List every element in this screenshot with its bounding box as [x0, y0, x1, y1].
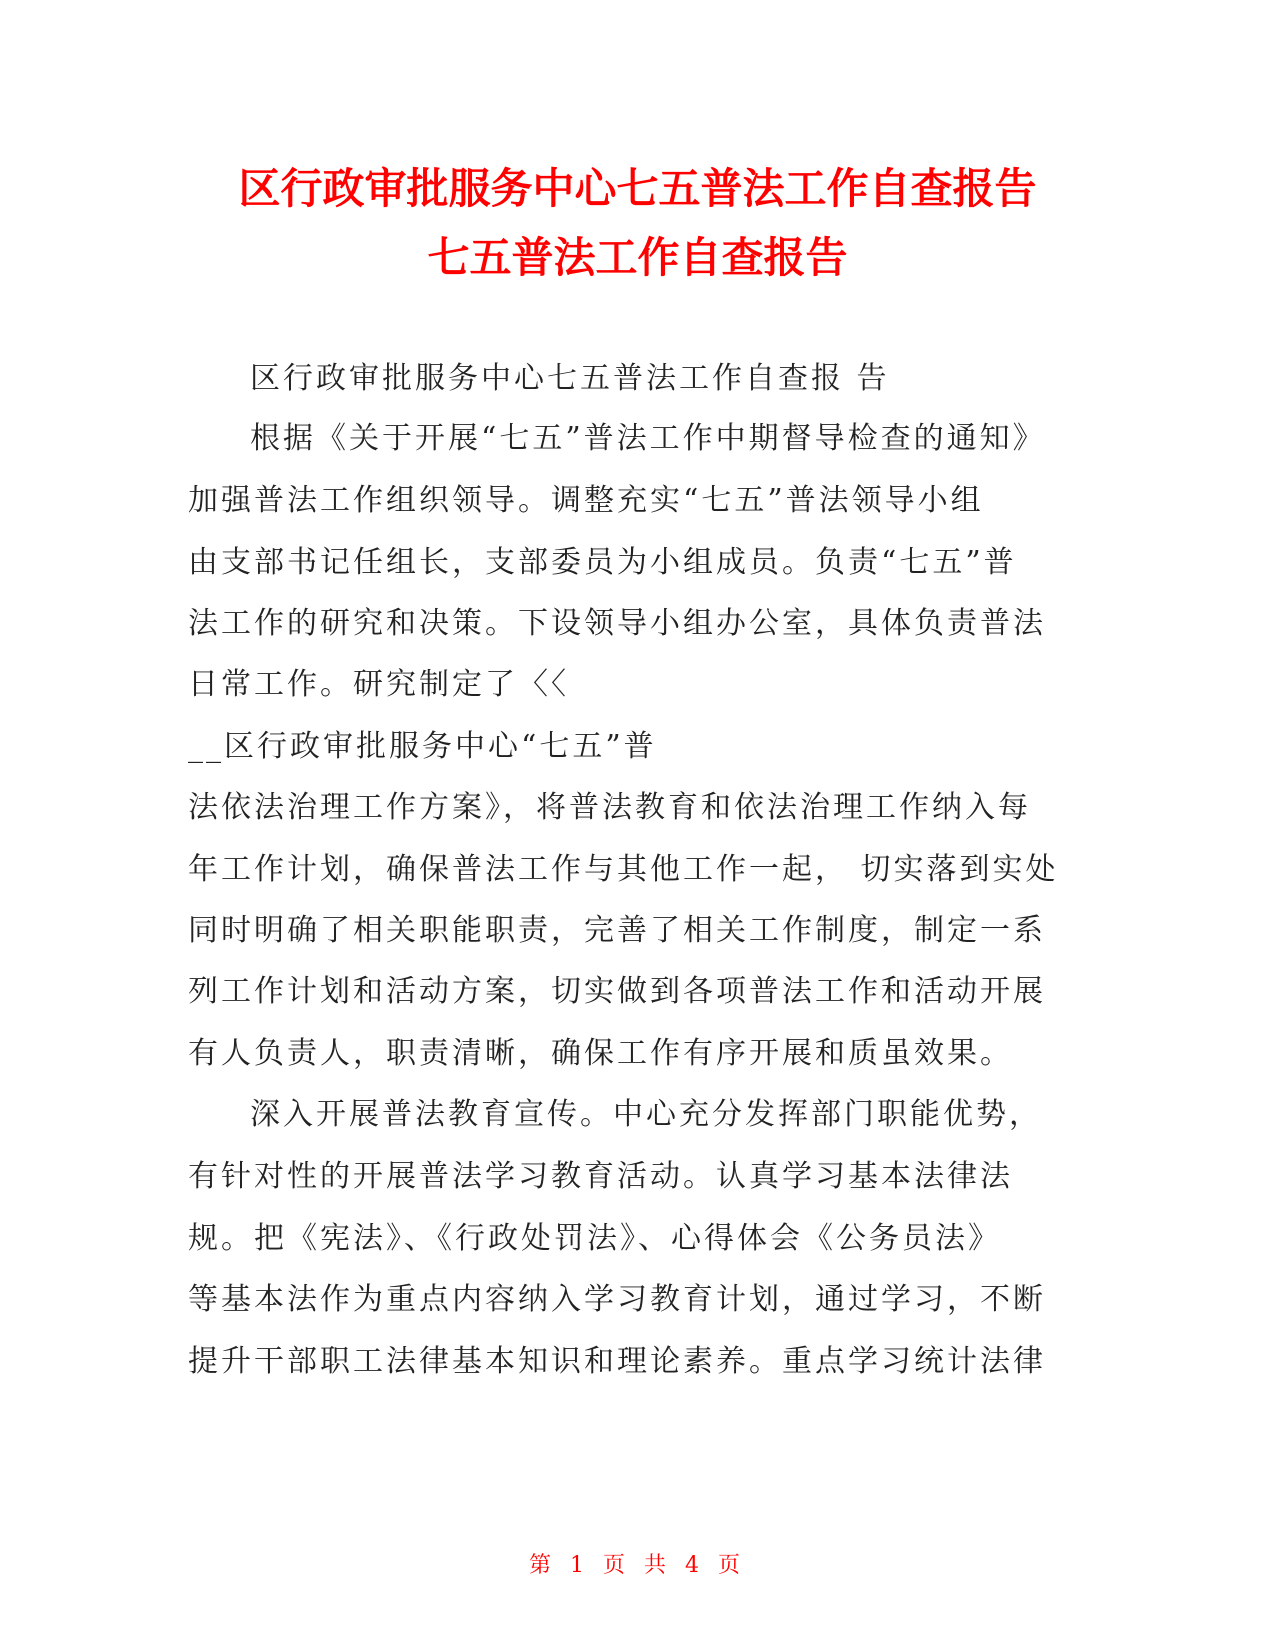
text-line: 有人负责人，职责清晰，确保工作有序开展和质虽效果。	[188, 1036, 1013, 1071]
text-line: __区行政审批服务中心“七五”普	[188, 729, 657, 764]
text-line: 年工作计划，确保普法工作与其他工作一起， 切实落到实处	[188, 852, 1059, 887]
text-line: 法工作的研究和决策。下设领导小组办公室，具体负责普法	[188, 606, 1046, 641]
text-line: 有针对性的开展普法学习教育活动。认真学习基本法律法	[188, 1159, 1013, 1194]
text-line: 区行政审批服务中心七五普法工作自查报 告	[250, 361, 890, 396]
page-number-footer: 第 1 页 共 4 页	[529, 1553, 746, 1578]
text-line: 规。把《宪法》、《行政处罚法》、心得体会《公务员法》	[188, 1221, 1001, 1256]
document-title: 区行政审批服务中心七五普法工作自查报告	[238, 164, 1037, 213]
text-line: 深入开展普法教育宣传。中心充分发挥部门职能优势，	[250, 1097, 1042, 1132]
text-line: 列工作计划和活动方案，切实做到各项普法工作和活动开展	[188, 974, 1046, 1009]
text-line: 由支部书记任组长，支部委员为小组成员。负责“七五”普	[188, 545, 1017, 580]
text-line: 根据《关于开展“七五”普法工作中期督导检查的通知》	[250, 421, 1046, 456]
text-line: 法依法治理工作方案》，将普法教育和依法治理工作纳入每	[188, 790, 1031, 825]
text-line: 日常工作。研究制定了〈〈	[188, 667, 569, 702]
text-line: 加强普法工作组织领导。调整充实“七五”普法领导小组	[188, 483, 984, 518]
text-line: 等基本法作为重点内容纳入学习教育计划，通过学习，不断	[188, 1282, 1046, 1317]
text-line: 提升干部职工法律基本知识和理论素养。重点学习统计法律	[188, 1344, 1046, 1379]
document-subtitle: 七五普法工作自查报告	[427, 233, 848, 282]
text-line: 同时明确了相关职能职责，完善了相关工作制度，制定一系	[188, 913, 1046, 948]
